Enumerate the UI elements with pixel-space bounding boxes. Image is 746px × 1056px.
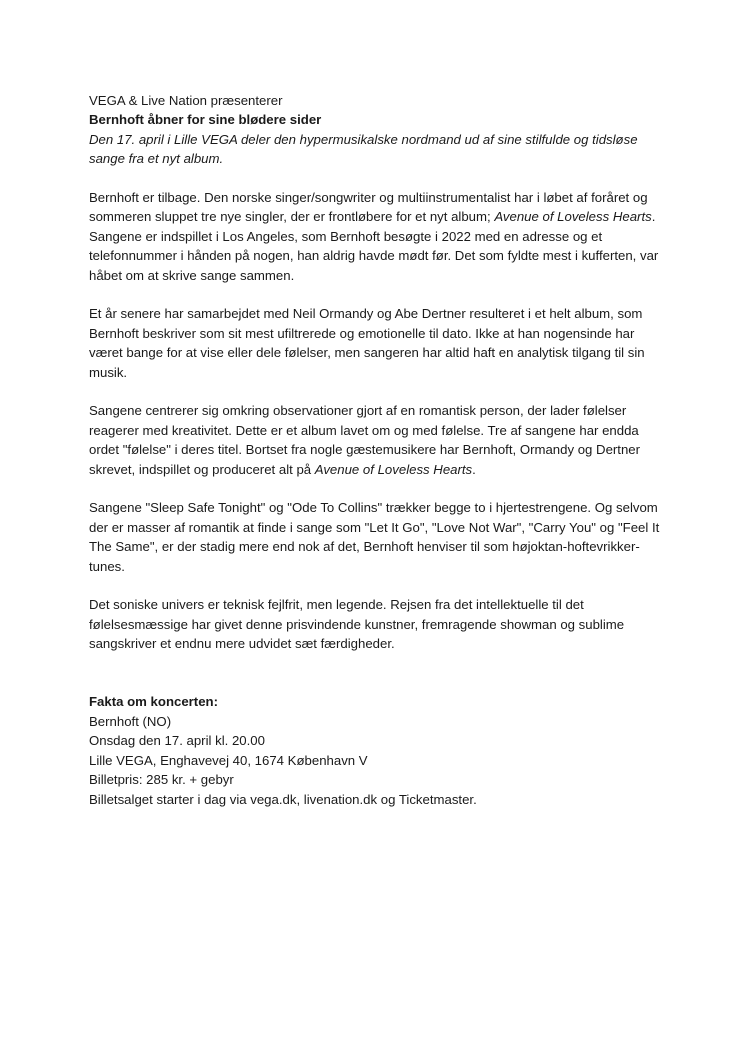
- headline: Bernhoft åbner for sine blødere sider: [89, 112, 322, 128]
- paragraph-1-text-b: . Sangene er indspillet i Los Angeles, som Bernhoft besøgte i 2022 med en adresse og et telefonnummer i hånden på nogen, han aldrig havde mødt før. Det som fyldte mest i kufferten, var håbet om at skrive sange sammen.: [89, 209, 659, 283]
- spacer: [89, 576, 669, 595]
- facts-artist: Bernhoft (NO): [89, 713, 172, 729]
- paragraph-2: Et år senere har samarbejdet med Neil Ormandy og Abe Dertner resulteret i et helt album, som Bernhoft beskriver som sit mest ufiltrerede og emotionelle til dato. Ikke at han nogensinde har været bange for at vise eller dele følelser, men sangeren har altid haft en analytisk tilgang til sin musik.: [89, 306, 645, 380]
- paragraph-1: [89, 188, 669, 285]
- lede: Den 17. april i Lille VEGA deler den hypermusikalske nordmand ud af sine stilfulde og tidsløse sange fra et nyt album.: [89, 131, 638, 167]
- press-release: [89, 91, 669, 809]
- spacer: [89, 654, 669, 673]
- paragraph-1-text-a: Bernhoft er tilbage. Den norske singer/songwriter og multiinstrumentalist har i løbet af foråret og sommeren sluppet tre nye singler, der er frontløbere for et nyt album;: [89, 190, 648, 225]
- spacer: [89, 382, 669, 401]
- spacer: [89, 673, 669, 692]
- presenter-line: VEGA & Live Nation præsenterer: [89, 93, 283, 108]
- spacer: [89, 479, 669, 498]
- album-title: Avenue of Loveless Hearts: [494, 209, 652, 225]
- spacer: [89, 285, 669, 304]
- paragraph-3-text-b: .: [472, 461, 476, 477]
- facts-heading: Fakta om koncerten:: [89, 694, 218, 710]
- facts-price: Billetpris: 285 kr. + gebyr: [89, 772, 234, 788]
- spacer: [89, 169, 669, 188]
- paragraph-3: [89, 401, 669, 479]
- facts-date: Onsdag den 17. april kl. 20.00: [89, 733, 265, 749]
- album-title: Avenue of Loveless Hearts: [314, 461, 473, 477]
- facts-sales: Billetsalget starter i dag via vega.dk, livenation.dk og Ticketmaster.: [89, 791, 477, 807]
- paragraph-5: Det soniske univers er teknisk fejlfrit, men legende. Rejsen fra det intellektuelle til det følelsesmæssige har givet denne prisvindende kunstner, fremragende showman og sublime sangskriver et endnu mere udvidet sæt færdigheder.: [89, 597, 625, 652]
- paragraph-3-text-a: Sangene centrerer sig omkring observationer gjort af en romantisk person, der lader følelser reagerer med kreativitet. Dette er et album lavet om og med følelse. Tre af sangene har endda ordet "følelse" i deres titel. Bortset fra nogle gæstemusikere har Bernhoft, Ormandy og Dertner skrevet, indspillet og produceret alt på: [89, 403, 641, 477]
- paragraph-4: Sangene "Sleep Safe Tonight" og "Ode To Collins" trækker begge to i hjertestrengene. Og selvom der er masser af romantik at finde i sange som "Let It Go", "Love Not War", "Carry You" og "Feel It The Same", er der stadig mere end nok af det, Bernhoft henviser til som højoktan-hoftevrikker-tunes.: [89, 500, 660, 574]
- facts-venue: Lille VEGA, Enghavevej 40, 1674 København V: [89, 752, 368, 768]
